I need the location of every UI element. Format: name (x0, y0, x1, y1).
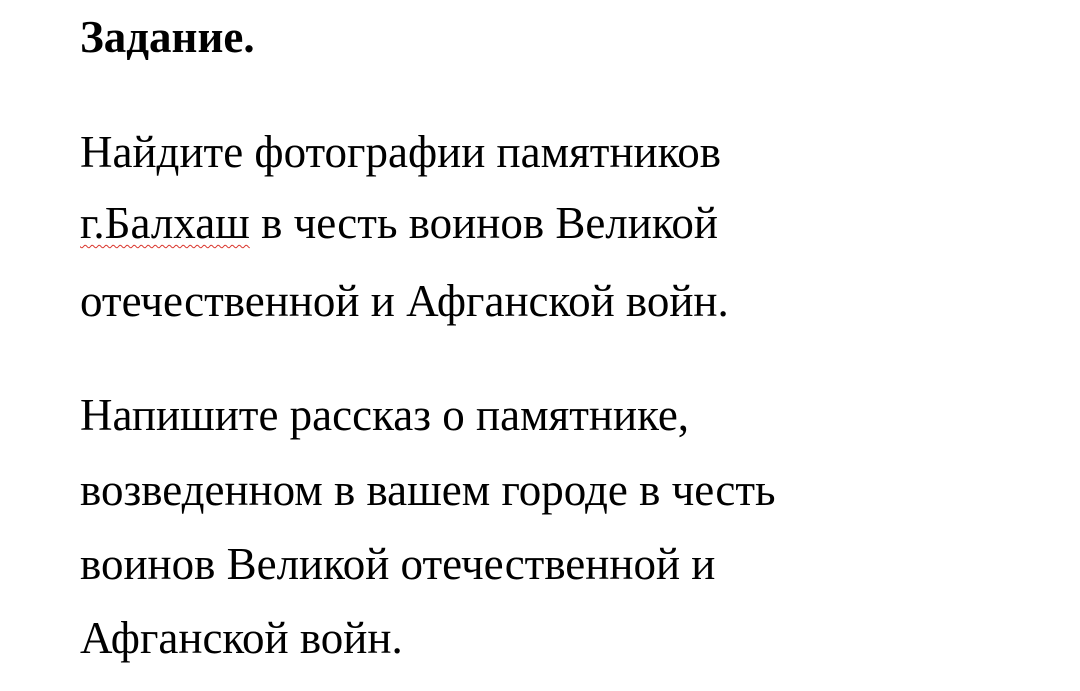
spellcheck-flagged-word[interactable]: г.Балхаш (80, 198, 250, 248)
paragraph-line-text: в честь воинов Великой (249, 198, 718, 248)
paragraph-line: отечественной и Афганской войн. (80, 276, 729, 326)
paragraph-line: воинов Великой отечественной и (80, 539, 716, 589)
paragraph-line: Найдите фотографии памятников (80, 127, 721, 177)
paragraph-line: Напишите рассказ о памятнике, (80, 390, 690, 440)
task-heading: Задание. (80, 12, 255, 62)
paragraph-line: возведенном в вашем городе в честь (80, 465, 776, 515)
paragraph-line (80, 196, 718, 250)
paragraph-line: Афганской войн. (80, 613, 403, 663)
